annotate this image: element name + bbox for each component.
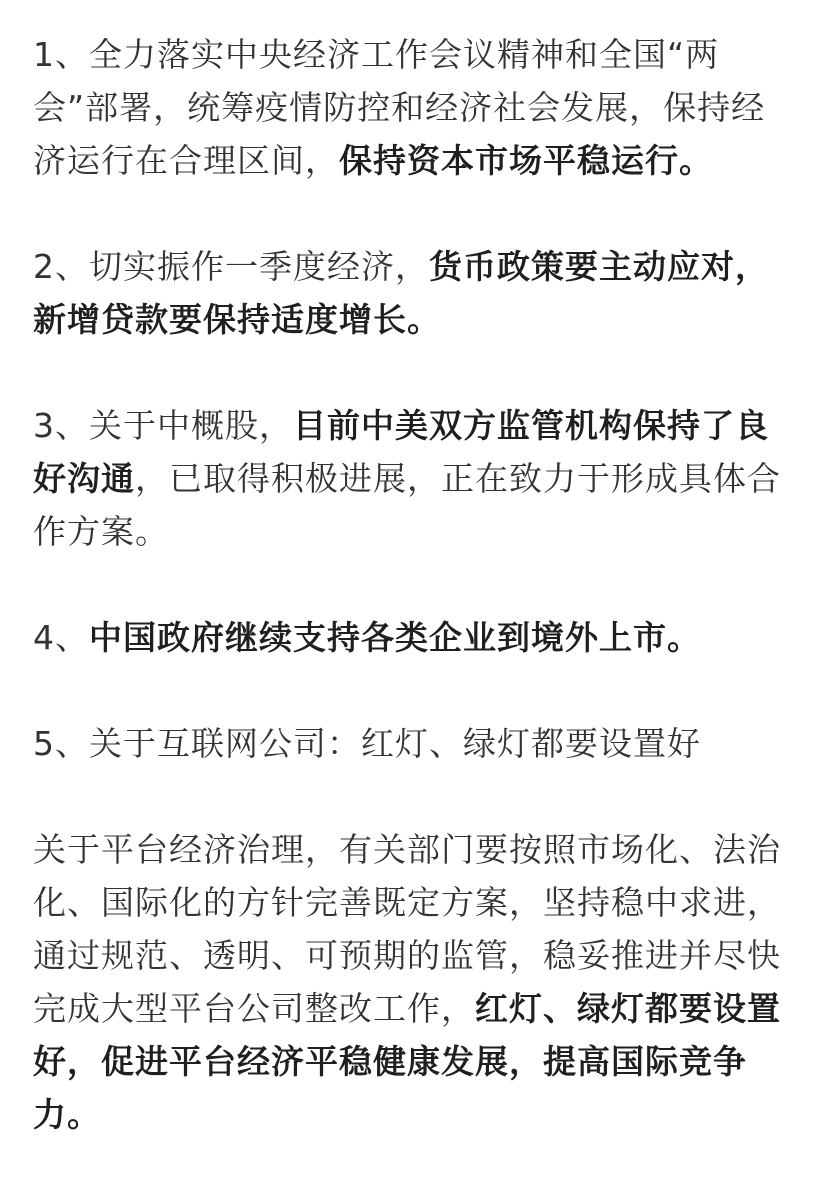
bold-text-segment: 中国政府继续支持各类企业到境外上市。 xyxy=(89,618,701,657)
bold-text-segment: 货币政策要主动应对，新增贷款要保持适度增长。 xyxy=(33,247,769,339)
paragraph-2 xyxy=(33,240,798,346)
text-segment: ，已取得积极进展，正在致力于形成具体合作方案。 xyxy=(33,459,781,551)
text-segment: 关于平台经济治理，有关部门要按照市场化、法治化、国际化的方针完善既定方案，坚持稳中求进，通过规范、透明、可预期的监管，稳妥推进并尽快完成大型平台公司整改工作， xyxy=(33,830,781,1028)
paragraph-3 xyxy=(33,399,798,558)
text-segment: 4、 xyxy=(33,618,89,657)
text-segment: 3、关于中概股， xyxy=(33,406,293,445)
paragraph-6 xyxy=(33,823,798,1141)
paragraph-4 xyxy=(33,611,798,664)
bold-text-segment: 目前中美双方监管机构保持了良好沟通 xyxy=(33,406,769,498)
bold-text-segment: 红灯、绿灯都要设置好，促进平台经济平稳健康发展，提高国际竞争力。 xyxy=(33,989,781,1134)
paragraph-5 xyxy=(33,717,798,770)
paragraph-1 xyxy=(33,28,798,187)
article-body xyxy=(33,28,798,1141)
text-segment: 1、全力落实中央经济工作会议精神和全国“两会”部署，统筹疫情防控和经济社会发展，保持经济运行在合理区间， xyxy=(33,35,766,180)
text-segment: 2、切实振作一季度经济， xyxy=(33,247,429,286)
text-segment: 5、关于互联网公司：红灯、绿灯都要设置好 xyxy=(33,724,701,763)
bold-text-segment: 保持资本市场平稳运行。 xyxy=(339,141,713,180)
